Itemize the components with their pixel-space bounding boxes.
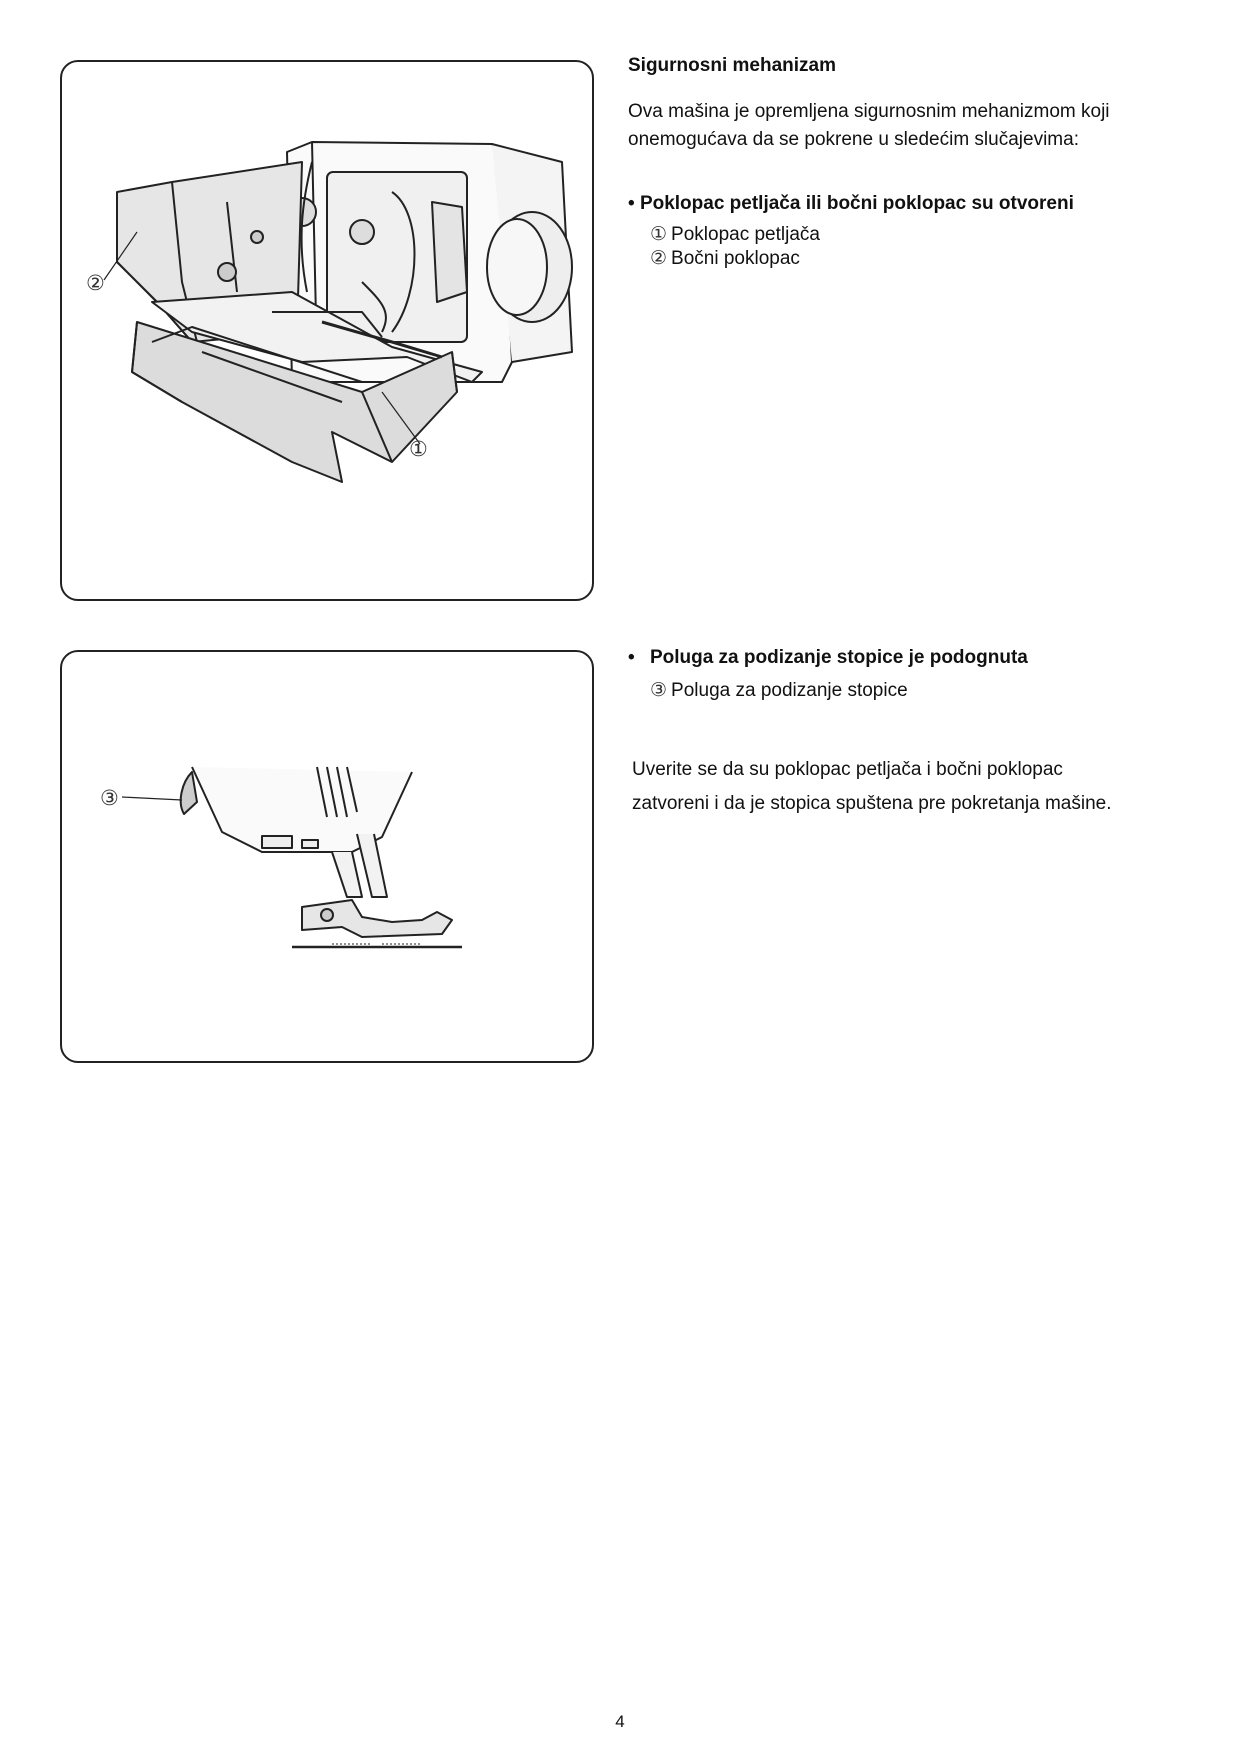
condition-2-title xyxy=(628,644,1028,672)
presser-foot-illustration xyxy=(62,652,594,1063)
closing-line-1: Uverite se da su poklopac petljača i bočni poklopac xyxy=(632,759,1063,780)
figure-presser-lever xyxy=(60,650,594,1063)
condition-1-text: Poklopac petljača ili bočni poklopac su otvoreni xyxy=(639,193,1074,214)
item-presser-lever xyxy=(650,678,908,703)
intro-line-2: onemogućava da se pokrene u sledećim slučajevima: xyxy=(628,129,1079,150)
condition-2-text: Poluga za podizanje stopice je podognuta xyxy=(649,647,1028,668)
number-1: ① xyxy=(650,223,668,245)
intro-line-1: Ova mašina je opremljena sigurnosnim mehanizmom koji xyxy=(628,101,1110,122)
item-presser-lever-label: Poluga za podizanje stopice xyxy=(671,680,908,701)
item-side-cover xyxy=(650,246,800,271)
item-side-cover-label: Bočni poklopac xyxy=(671,248,800,269)
closing-line-2: zatvoreni i da je stopica spuštena pre pokretanja mašine. xyxy=(632,793,1112,814)
item-looper-cover-label: Poklopac petljača xyxy=(671,224,820,245)
callout-1-label: ① xyxy=(409,437,428,461)
bullet: • xyxy=(628,647,635,668)
bullet: • xyxy=(628,193,635,214)
section-heading: Sigurnosni mehanizam xyxy=(628,55,836,76)
item-looper-cover xyxy=(650,222,820,247)
condition-1-title xyxy=(628,190,1074,218)
machine-open-covers-illustration xyxy=(62,62,594,601)
callout-2-label: ② xyxy=(86,271,105,295)
number-3: ③ xyxy=(650,679,668,701)
figure-open-covers xyxy=(60,60,594,601)
callout-3-label: ③ xyxy=(100,786,119,810)
page-number: 4 xyxy=(615,1712,625,1731)
number-2: ② xyxy=(650,247,668,269)
